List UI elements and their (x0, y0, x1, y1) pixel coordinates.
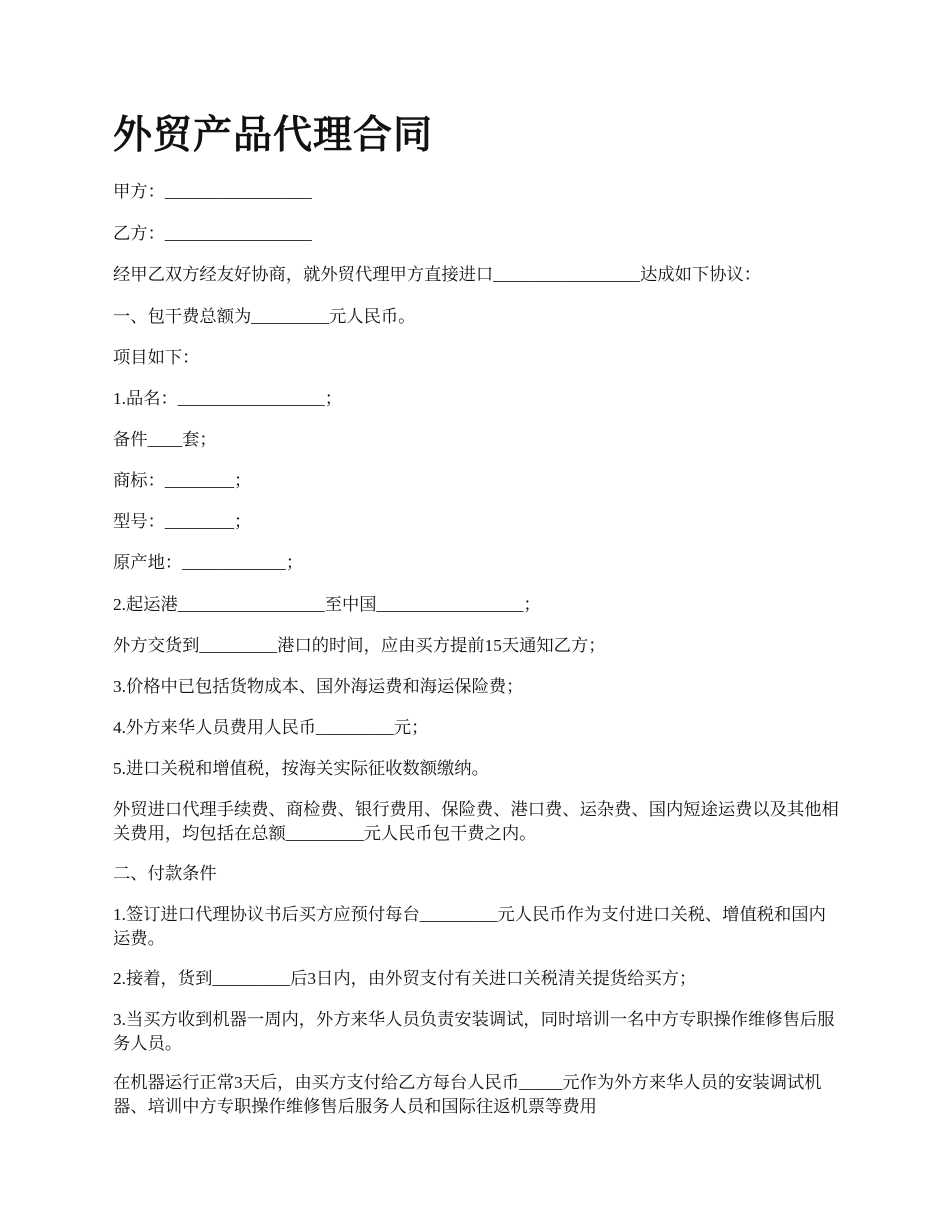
item-ports: 2.起运港_________________至中国_________________； (113, 595, 541, 614)
payment-step-2: 2.接着，货到_________后3日内，由外贸支付有关进口关税清关提货给买方； (113, 969, 697, 988)
preamble-paragraph: 经甲乙双方经友好协商，就外贸代理甲方直接进口_________________达成如下协议： (113, 265, 762, 284)
document-title: 外贸产品代理合同 (113, 114, 434, 157)
item-spare-parts: 备件____套； (113, 430, 217, 449)
item-personnel-cost: 4.外方来华人员费用人民币_________元； (113, 718, 429, 737)
party-a-line: 甲方：_________________ (113, 182, 312, 201)
item-product-name: 1.品名：_________________； (113, 389, 342, 408)
payment-step-1: 1.签订进口代理协议书后买方应预付每台_________元人民币作为支付进口关税、增值税和国内运费。 (113, 905, 826, 948)
item-price-includes: 3.价格中已包括货物成本、国外海运费和海运保险费； (113, 677, 524, 696)
item-origin: 原产地：____________； (113, 553, 304, 572)
party-b-line: 乙方：_________________ (113, 224, 312, 243)
items-intro: 项目如下： (113, 348, 200, 367)
section-2-heading: 二、付款条件 (113, 864, 217, 883)
item-trademark: 商标：________； (113, 471, 252, 490)
item-taxes: 5.进口关税和增值税，按海关实际征收数额缴纳。 (113, 759, 489, 778)
item-model: 型号：________； (113, 512, 252, 531)
installation-fee-paragraph: 在机器运行正常3天后，由买方支付给乙方每台人民币_____元作为外方来华人员的安装调试机器、培训中方专职操作维修售后服务人员和国际往返机票等费用 (113, 1073, 822, 1116)
section-1-heading: 一、包干费总额为_________元人民币。 (113, 307, 416, 326)
payment-step-3: 3.当买方收到机器一周内，外方来华人员负责安装调试，同时培训一名中方专职操作维修售后服务人员。 (113, 1010, 835, 1053)
fees-paragraph: 外贸进口代理手续费、商检费、银行费用、保险费、港口费、运杂费、国内短途运费以及其他相关费用，均包括在总额_________元人民币包干费之内。 (113, 800, 839, 843)
delivery-notice: 外方交货到_________港口的时间，应由买方提前15天通知乙方； (113, 636, 606, 655)
